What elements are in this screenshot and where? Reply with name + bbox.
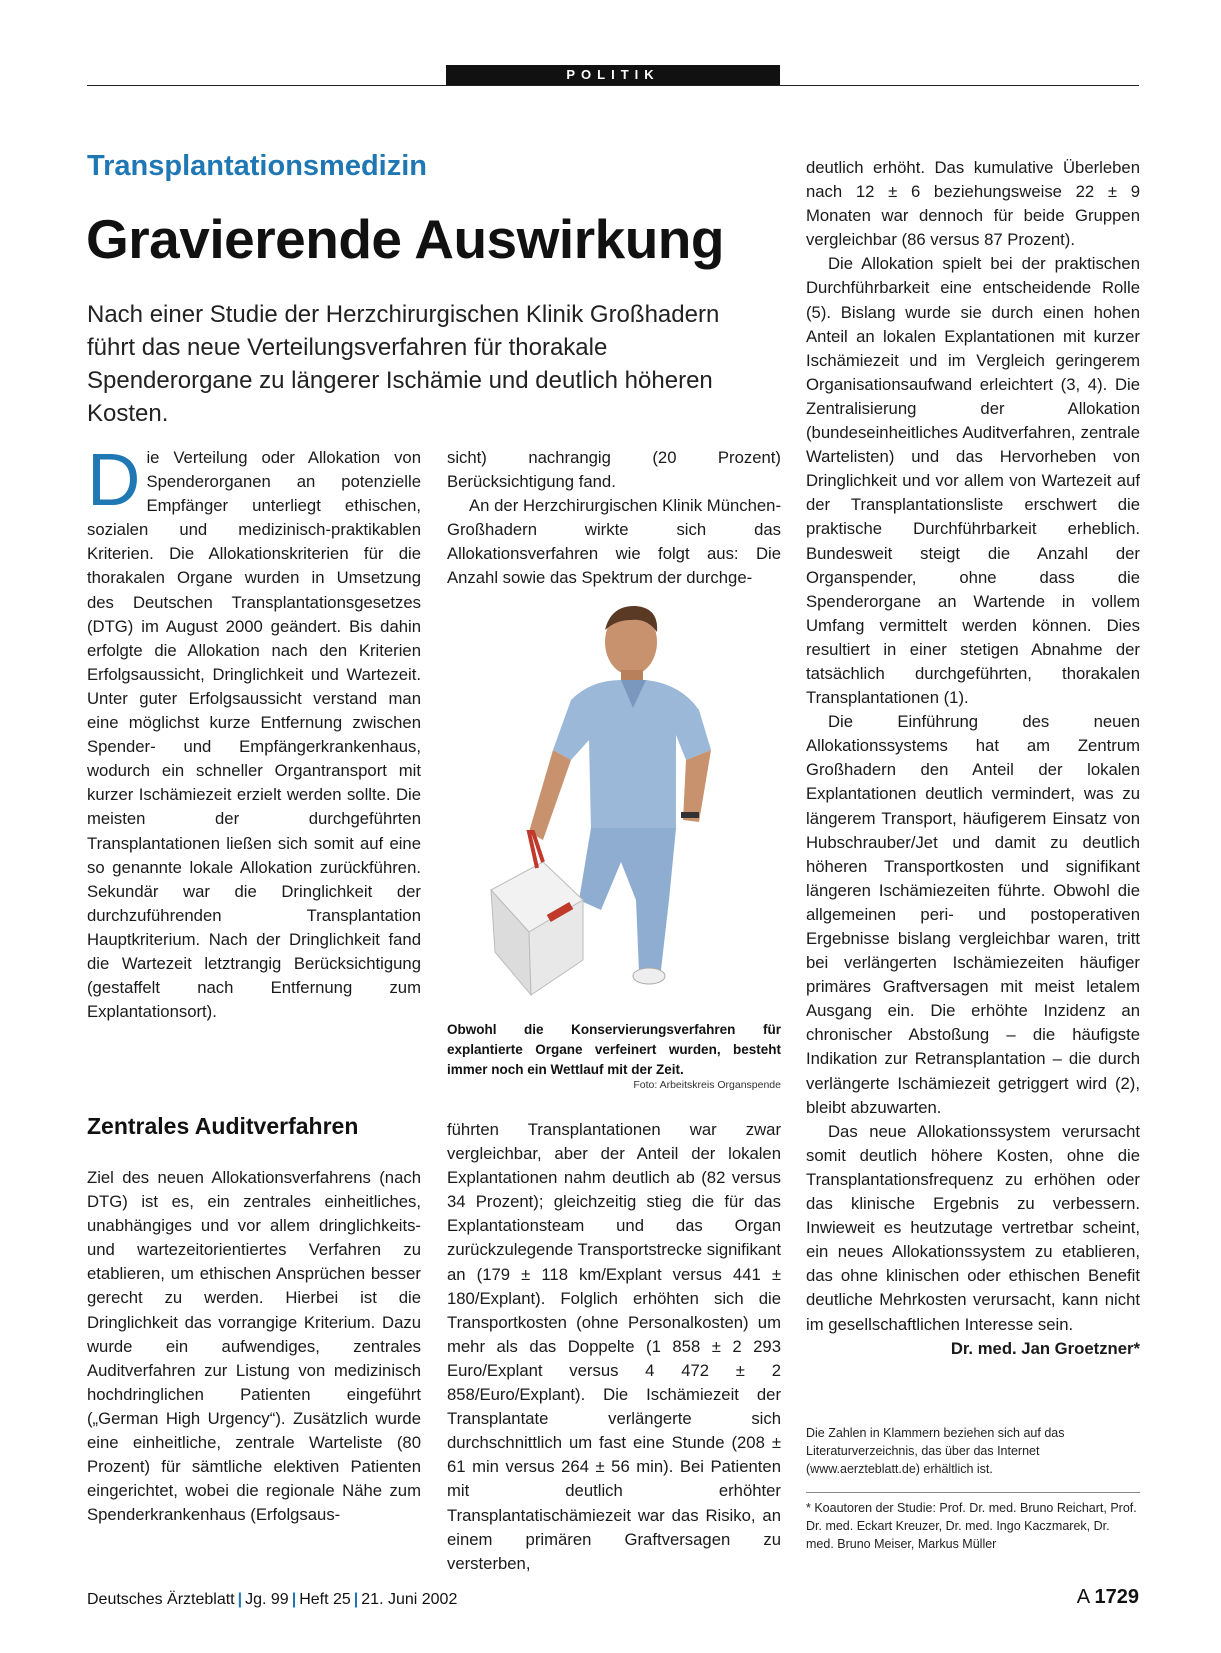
- article-headline: Gravierende Auswirkung: [86, 208, 724, 270]
- column-3-paragraph-2: Die Allokation spielt bei der praktischen Durchführbarkeit eine entscheidende Rolle (5). Bislang wurde sie durch einen hohen Anteil an lokalen Explantationen mit kurzer Ischämiezeit und im Vergleich geringerem Organisationsaufwand erleichtert (3, 4). Die Zentralisierung der Allokation (bundeseinheitliches Auditverfahren, zentrale Wartelisten) und das Hervorheben von Dringlichkeit und vor allem von Wartezeit auf der Transplantationsliste erschwert die praktische Durchführbarkeit erheblich. Bundesweit steigt die Anzahl der Organspender, ohne dass die Spenderorgane an Wartende in vollem Umfang vermittelt werden können. Dies resultiert in einer stetigen Abnahme der tatsächlich durchgeführten, thorakalen Transplantationen (1).: [806, 254, 1140, 708]
- footer-date: 21. Juni 2002: [361, 1591, 458, 1608]
- column-3: [806, 156, 1140, 1410]
- column-3-paragraph-3: Die Einführung des neuen Allokationssystems hat am Zentrum Großhadern den Anteil der lokalen Explantationen deutlich vermindert, was zu längerem Transport, häufigerem Einsatz von Hubschrauber/Jet und damit zu deutlich höheren Transportkosten und signifikant längeren Ischämiezeiten führte. Obwohl die allgemeinen peri- und postoperativen Ergebnisse bislang vergleichbar waren, tritt bei verlängerten Ischämiezeiten häufiger primäres Graftversagen mit meist letalem Ausgang ein. Die erhöhte Inzidenz an chronischer Abstoßung – die häufigste Indikation zur Retransplantation – die durch verlängerte Ischämiezeit getriggert wird (2), bleibt abzuwarten.: [806, 712, 1140, 1117]
- footer-citation: Deutsches Ärzteblatt | Jg. 99 | Heft 25 | 21. Juni 2002: [87, 1591, 458, 1608]
- column-2-top: [447, 446, 781, 591]
- references-note: Die Zahlen in Klammern beziehen sich auf das Literaturverzeichnis, das über das Internet (www.aerzteblatt.de) erhältlich ist.: [806, 1426, 1065, 1476]
- page-number: [1077, 1586, 1139, 1609]
- column-3-paragraph-1: deutlich erhöht. Das kumulative Überleben nach 12 ± 6 beziehungsweise 22 ± 9 Monaten war dennoch für beide Gruppen vergleichbar (86 versus 87 Prozent).: [806, 158, 1140, 250]
- section-label: POLITIK: [446, 65, 780, 85]
- page-prefix: A: [1076, 1586, 1089, 1608]
- footer-issue: Heft 25: [299, 1591, 351, 1608]
- subheading-zentrales-auditverfahren: Zentrales Auditverfahren: [87, 1113, 359, 1139]
- footnote-rule: [806, 1492, 1140, 1493]
- coauthors-note: * Koautoren der Studie: Prof. Dr. med. Bruno Reichart, Prof. Dr. med. Eckart Kreuzer, Dr. med. Ingo Kaczmarek, Dr. med. Bruno Meiser, Markus Müller: [806, 1501, 1137, 1551]
- column-1-bottom: [87, 1166, 421, 1558]
- footer-volume: Jg. 99: [245, 1591, 289, 1608]
- page-number-value: 1729: [1094, 1586, 1139, 1608]
- column-1-top: [87, 438, 421, 1071]
- column-3-paragraph-4: [806, 1120, 1140, 1358]
- column-3-paragraph-4-text: Das neue Allokationssystem verursacht somit deutlich höhere Kosten, ohne die Transplantationsfrequenz zu erhöhen oder das klinische Ergebnis zu verbessern. Inwieweit es heutzutage vertretbar scheint, ein neues Allokationssystem zu etablieren, das ohne klinischen oder ethischen Benefit deutliche Mehrkosten verursacht, kann nicht im gesellschaftlichen Interesse sein.: [806, 1121, 1140, 1334]
- column-1-paragraph-1: ie Verteilung oder Allokation von Spenderorganen an potenzielle Empfänger unterliegt ethischen, sozialen und medizinisch-praktikablen Kriterien. Die Allokationskriterien für die thorakalen Organe wurden in Umsetzung des Deutschen Transplantationsgesetzes (DTG) im August 2000 geändert. Bis dahin erfolgte die Allokation nach den Kriterien Erfolgsaussicht, Dringlichkeit und Wartezeit. Unter guter Erfolgsaussicht verstand man eine möglichst kurze Entfernung zwischen Spender- und Empfängerkrankenhaus, wodurch ein schneller Organtransport mit kurzer Ischämiezeit erzielt werden sollte. Die meisten der durchgeführten Transplantationen ließen sich somit auf eine so genannte lokale Allokation zurückführen. Sekundär war die Dringlichkeit der durchzuführenden Transplantation Hauptkriterium. Nach der Dringlichkeit fand die Wartezeit letztrangig Berücksichtigung (gestaffelt nach Entfernung zum Explantationsort).: [87, 448, 421, 1022]
- footer-journal: Deutsches Ärzteblatt: [87, 1591, 235, 1608]
- photo-medic-carrying-organ-box: [471, 600, 751, 1010]
- column-2-paragraph-2: An der Herzchirurgischen Klinik München-Großhadern wirkte sich das Allokationsverfahren wie folgt aus: Die Anzahl sowie das Spektrum der durchge-: [447, 496, 781, 588]
- column-2-bottom: [447, 1118, 781, 1573]
- author-name: Dr. med. Jan Groetzner*: [950, 1338, 1140, 1358]
- column-1-paragraph-2: Ziel des neuen Allokationsverfahrens (nach DTG) ist es, ein zentrales einheitliches, unabhängiges und vor allem dringlichkeits- und wartezeitorientiertes Verfahren zu etablieren, um ethischen Ansprüchen besser gerecht zu werden. Hierbei ist die Dringlichkeit das vorrangige Kriterium. Dazu wurde ein aufwendiges, zentrales Auditverfahren zur Listung von medizinisch hochdringlichen Patienten eingeführt („German High Urgency“). Zusätzlich wurde eine einheitliche, zentrale Warteliste (80 Prozent) für sämtliche elektiven Patienten eingerichtet, wobei die regionale Nähe zum Spenderkrankenhaus (Erfolgsaus-: [87, 1168, 421, 1525]
- drop-cap: D: [87, 438, 141, 521]
- column-2-paragraph-1: sicht) nachrangig (20 Prozent) Berücksichtigung fand.: [447, 448, 781, 492]
- article-lead: Nach einer Studie der Herzchirurgischen Klinik Großhadern führt das neue Verteilungsverfahren für thorakale Spenderorgane zu längerer Ischämie und deutlich höheren Kosten.: [87, 301, 720, 427]
- header-rule: [87, 85, 1139, 86]
- column-2-paragraph-3: führten Transplantationen war zwar vergleichbar, aber der Anteil der lokalen Explantationen nahm deutlich ab (82 versus 34 Prozent); gleichzeitig stieg die für das Explantationsteam und das Organ zurückzulegende Transportstrecke signifikant an (179 ± 118 km/Explant versus 441 ± 180/Explant). Folglich erhöhten sich die Transportkosten (ohne Personalkosten) um mehr als das Doppelte (1 858 ± 2 293 Euro/Explant versus 4 472 ± 2 858/Euro/Explant). Die Ischämiezeit der Transplantate verlängerte sich durchschnittlich um fast eine Stunde (208 ± 61 min versus 264 ± 56 min). Bei Patienten mit deutlich erhöhter Transplantatischämiezeit war das Risiko, an einem primären Graftversagen zu versterben,: [447, 1120, 781, 1573]
- photo-caption: Obwohl die Konservierungsverfahren für explantierte Organe verfeinert wurden, besteht immer noch ein Wettlauf mit der Zeit.: [447, 1022, 781, 1077]
- article-kicker: Transplantationsmedizin: [87, 150, 427, 182]
- photo-credit: Foto: Arbeitskreis Organspende: [633, 1079, 781, 1091]
